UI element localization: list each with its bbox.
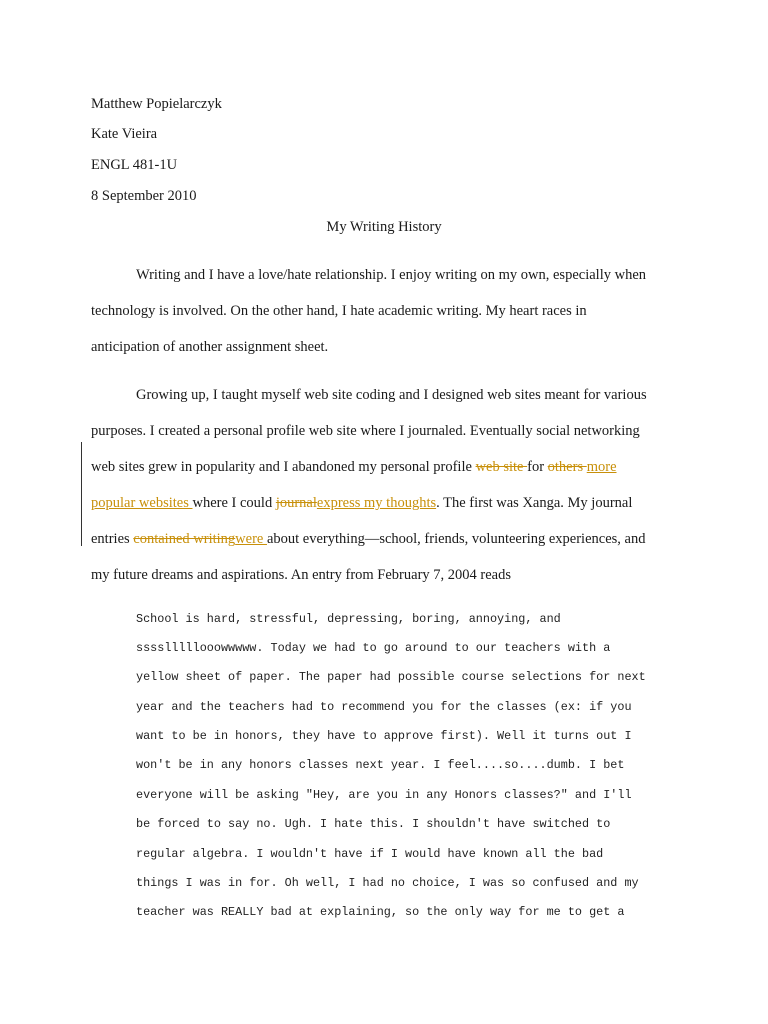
instructor-name: Kate Vieira [91,126,158,142]
quote-line: everyone will be asking "Hey, are you in any Honors classes?" and I'll [136,788,632,802]
deleted-text: journal [275,495,317,511]
quote-line: yellow sheet of paper. The paper had possible course selections for next [136,670,646,684]
inserted-text: were [235,531,267,547]
deleted-text: contained writing [133,531,236,547]
para2-line-6: my future dreams and aspirations. An entry from February 7, 2004 reads [91,567,511,583]
course-code: ENGL 481-1U [91,157,178,173]
para2-line-2: purposes. I created a personal profile web site where I journaled. Eventually social networking [91,423,640,439]
para2-line-1: Growing up, I taught myself web site coding and I designed web sites meant for various [136,387,647,403]
text-run: . The first was Xanga. My journal [436,495,633,511]
document-date: 8 September 2010 [91,188,197,204]
text-run: entries [91,531,134,547]
text-run: about everything—school, friends, volunteering experiences, and [266,531,646,547]
inserted-text: express my thoughts [316,495,437,511]
para1-line-2: technology is involved. On the other hand, I hate academic writing. My heart races in [91,303,587,319]
quote-line: won't be in any honors classes next year. I feel....so....dumb. I bet [136,758,625,772]
quote-line: teacher was REALLY bad at explaining, so the only way for me to get a [136,905,625,919]
quote-line: School is hard, stressful, depressing, boring, annoying, and [136,612,561,626]
deleted-text: others [547,459,587,475]
para2-line-5 [91,530,645,548]
quote-line: be forced to say no. Ugh. I hate this. I shouldn't have switched to [136,817,611,831]
para1-line-3: anticipation of another assignment sheet. [91,339,329,355]
change-bar [81,442,82,546]
quote-line: things I was in for. Oh well, I had no choice, I was so confused and my [136,876,639,890]
inserted-text: more [586,459,617,475]
text-run: for [527,459,548,475]
quote-line: regular algebra. I wouldn't have if I would have known all the bad [136,847,604,861]
quote-line: sssslllllooowwwww. Today we had to go around to our teachers with a [136,641,611,655]
text-run: web sites grew in popularity and I abandoned my personal profile [91,459,476,475]
deleted-text: web site [475,459,528,475]
document-title: My Writing History [326,219,442,235]
para1-line-1: Writing and I have a love/hate relationship. I enjoy writing on my own, especially when [136,267,646,283]
author-name: Matthew Popielarczyk [91,96,222,112]
quote-line: want to be in honors, they have to approve first). Well it turns out I [136,729,632,743]
inserted-text: popular websites [91,495,193,511]
text-run: where I could [192,495,276,511]
para2-line-4 [91,494,632,512]
para2-line-3 [91,458,617,476]
quote-line: year and the teachers had to recommend you for the classes (ex: if you [136,700,632,714]
